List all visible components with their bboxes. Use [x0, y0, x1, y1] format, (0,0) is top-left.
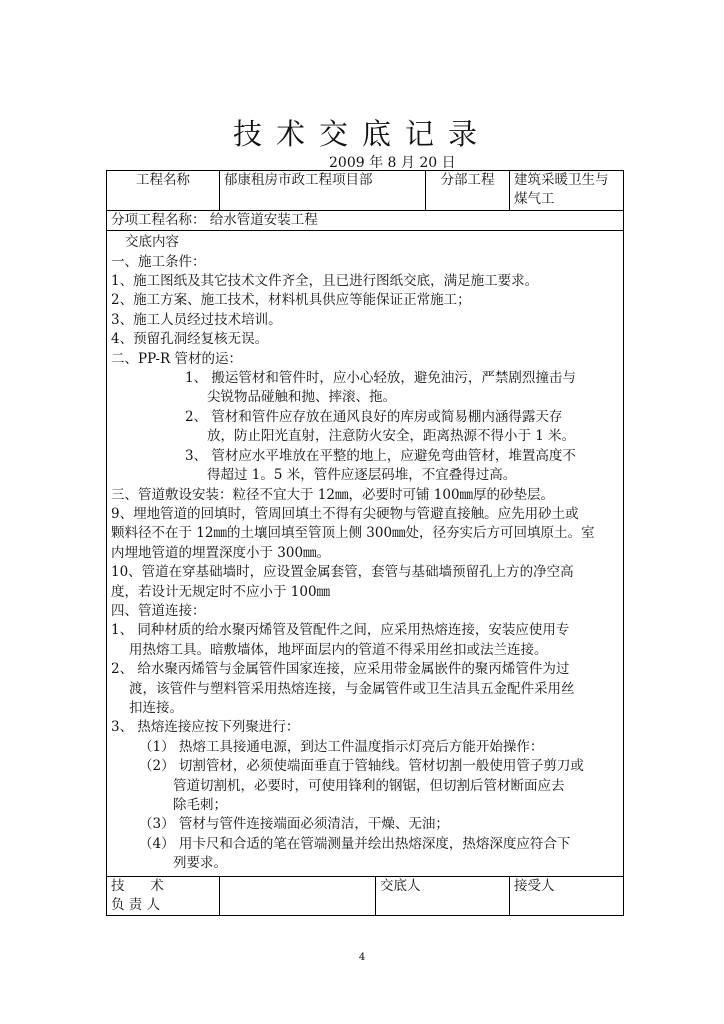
- content-line: 10、管道在穿基础墙时，应设置金属套管，套管与基础墙预留孔上方的净空高: [111, 564, 574, 581]
- receiver-cell: [510, 876, 624, 916]
- content-line: 二、PP-R 管材的运：: [111, 350, 242, 367]
- page-number: 4: [358, 952, 366, 963]
- content-line: 三、管道敷设安装：粒径不宜大于 12㎜，必要时可铺 100㎜厚的砂垫层。: [111, 486, 555, 503]
- content-line: 颗料径不在于 12㎜的土壤回填至管顶上侧 300㎜处，径夯实后方可回填原土。室: [111, 525, 595, 542]
- content-line: 尖锐物品碰触和抛、摔滚、拖。: [207, 389, 396, 406]
- document-date: 2009 年 8 月 20 日: [329, 155, 456, 171]
- content-line: 4、预留孔洞经复核无误。: [111, 331, 269, 348]
- content-body: [107, 231, 624, 876]
- content-line: 得超过 1。5 米，管件应逐层码堆，不宜叠得过高。: [207, 467, 517, 484]
- content-line: 3、施工人员经过技术培训。: [111, 311, 282, 328]
- content-line: （2） 切割管材，必须使端面垂直于管轴线。管材切割一般使用管子剪刀或: [139, 758, 584, 775]
- content-line: 2、 给水聚丙烯管与金属管件国家连接，应采用带金属嵌件的聚丙烯管件为过: [111, 661, 570, 678]
- content-line: 9、埋地管道的回填时，管周回填土不得有尖硬物与管避直接触。应先用砂土或: [111, 505, 579, 522]
- receiver-label: 接受人: [514, 877, 555, 894]
- content-line: （3） 管材与管件连接端面必须清洁，干燥、无油；: [139, 816, 449, 833]
- content-line: 1、 搬运管材和管件时，应小心轻放，避免油污，严禁剧烈撞击与: [185, 370, 576, 387]
- content-line: 3、 热熔连接应按下列聚进行：: [111, 719, 300, 736]
- content-line: 一、施工条件：: [111, 253, 206, 270]
- content-line: 用热熔工具。暗敷墙体，地坪面层内的管道不得采用丝扣或法兰连接。: [129, 641, 548, 658]
- content-line: 交底内容: [125, 234, 179, 251]
- division-value: 建筑采暖卫生与煤气工: [510, 171, 624, 211]
- content-line: 除毛刺；: [173, 797, 227, 813]
- content-line: 渡，该管件与塑料管采用热熔连接，与金属管件或卫生洁具五金配件采用丝: [129, 680, 575, 697]
- content-line: 1、 同种材质的给水聚丙烯管及管配件之间，应采用热熔连接，安装应使用专: [111, 622, 570, 639]
- tech-lead-signature: [220, 876, 376, 916]
- content-line: 列要求。: [173, 855, 227, 872]
- tech-lead-label: [107, 876, 220, 916]
- content-line: 3、 管材应水平堆放在平整的地上，应避免弯曲管材，堆置高度不: [185, 447, 576, 464]
- content-line: （1） 热熔工具接通电源，到达工件温度指示灯亮后方能开始操作：: [139, 738, 544, 755]
- content-line: （4） 用卡尺和合适的笔在管端测量并绘出热熔深度，热熔深度应符合下: [139, 835, 571, 852]
- division-label: 分部工程: [426, 171, 510, 211]
- record-table: [106, 170, 624, 916]
- project-name-value: 郁康租房市政工程项目部: [220, 171, 426, 211]
- content-line: 1、施工图纸及其它技术文件齐全，且已进行图纸交底，满足施工要求。: [111, 273, 539, 290]
- content-line: 2、施工方案、施工技术，材料机具供应等能保证正常施工；: [111, 292, 471, 309]
- content-line: 2、 管材和管件应存放在通风良好的库房或简易棚内涵得露天存: [185, 408, 563, 425]
- tech-lead-label-line1: 技 术: [111, 877, 164, 894]
- content-line: 内埋地管道的埋置深度小于 300㎜。: [111, 544, 331, 561]
- document-title: 技术交底记录: [232, 117, 491, 151]
- content-line: 管道切割机，必要时，可使用锋利的钢锯，但切割后管材断面应去: [173, 777, 565, 794]
- content-line: 四、管道连接：: [111, 602, 206, 619]
- content-line: 度，若设计无规定时不应小于 100㎜: [111, 583, 331, 600]
- content-line: 扣连接。: [129, 699, 183, 716]
- presenter-label: 交底人: [376, 876, 510, 916]
- content-line: 放，防止阳光直射，注意防火安全，距离热源不得小于 1 米。: [207, 428, 576, 445]
- tech-lead-label-line2: 负 责 人: [111, 897, 161, 914]
- subproject-name: 分项工程名称： 给水管道安装工程: [107, 210, 624, 230]
- project-name-label: 工程名称: [107, 171, 220, 211]
